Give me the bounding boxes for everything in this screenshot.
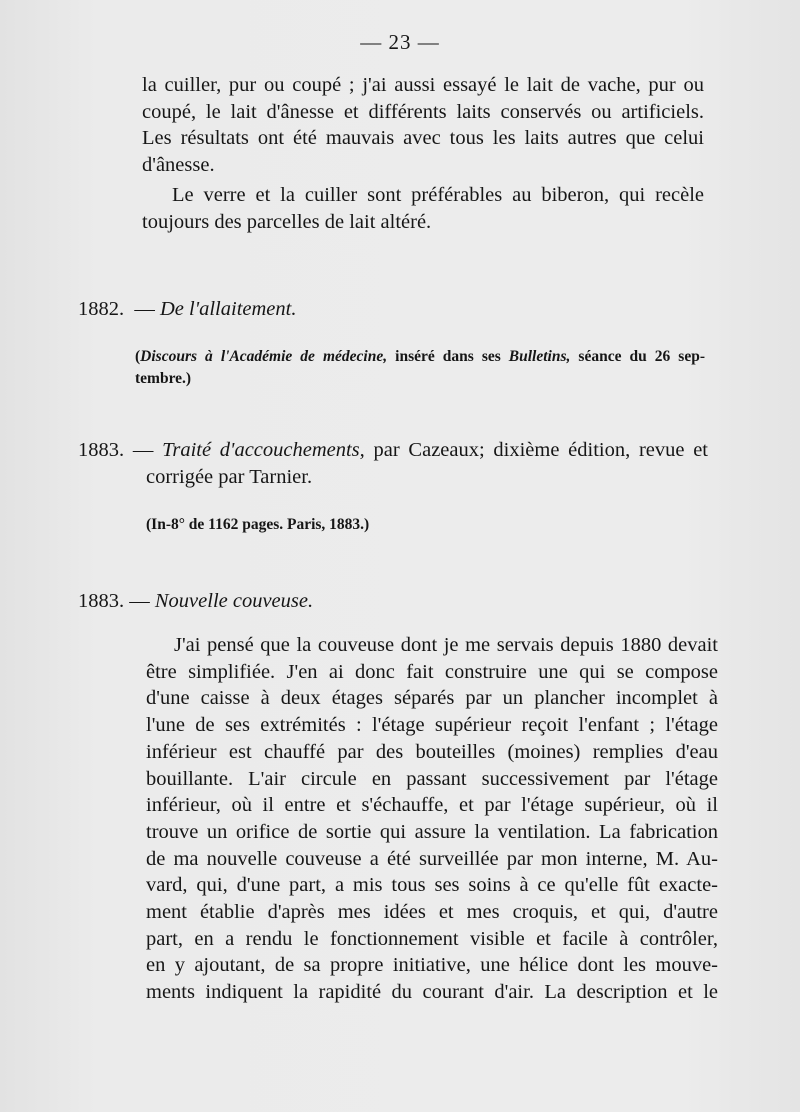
text-line: J'ai pensé que la couveuse dont je me servais depuis 1880 devait (174, 634, 718, 656)
text-line: part, en a rendu le fonctionnement visible et facile à contrôler, (146, 927, 718, 950)
page-number: — 23 — (360, 30, 440, 54)
entry-heading-1883-couveuse (78, 590, 313, 613)
entry-line (78, 437, 708, 464)
text-line: trouve un orifice de sortie qui assure la ventilation. La fabrication (146, 820, 718, 843)
entry-year: 1883. (78, 590, 125, 612)
note-text: (In-8° de 1162 pages. Paris, 1883.) (146, 516, 370, 533)
entry-title: Traité d'accouchements, (162, 439, 365, 461)
note-line: tembre.) (135, 370, 192, 387)
text-line: la cuiller, pur ou coupé ; j'ai aussi essayé le lait de vache, pur ou (142, 74, 704, 96)
text-line: d'une caisse à deux étages séparés par un plancher incomplet à (146, 687, 718, 710)
text-line: bouillante. L'air circule en passant successivement par l'étage (146, 767, 718, 790)
text-line: vard, qui, d'une part, a mis tous ses soins à ce qu'elle fût exacte- (146, 874, 718, 897)
entry-title: Nouvelle couveuse. (154, 590, 314, 612)
intro-paragraph-2 (142, 182, 704, 235)
text-line: d'ânesse. (142, 153, 215, 176)
note-title: Bulletins, (508, 348, 571, 365)
body-paragraph (146, 632, 718, 1006)
entry-title: De l'allaitement. (160, 298, 297, 320)
entry-dash: — (134, 298, 155, 320)
note-text: inséré dans ses (387, 348, 509, 365)
intro-paragraph (142, 72, 704, 178)
entry-dash: — (132, 439, 154, 461)
text-line: en y ajoutant, de sa propre initiative, une hélice dont les mouve- (146, 954, 718, 977)
entry-heading-1883-traite (78, 437, 708, 490)
text-line: coupé, le lait d'ânesse et différents laits conservés ou artificiels. (142, 100, 704, 123)
note-line (135, 346, 705, 368)
text-line: ment établie d'après mes idées et mes croquis, et qui, d'autre (146, 901, 718, 924)
text-line: inférieur est chauffé par des bouteilles (moines) remplies d'eau (146, 740, 718, 763)
entry-text: par Cazeaux; dixième édition, revue et (364, 439, 709, 461)
text-line: de ma nouvelle couveuse a été surveillée par mon interne, M. Au- (146, 847, 718, 870)
entry-heading-1882 (78, 298, 296, 321)
note-title: Discours à l'Académie de médecine, (140, 348, 388, 365)
note-text: séance du 26 sep- (570, 348, 705, 365)
text-line: Les résultats ont été mauvais avec tous les laits autres que celui (142, 127, 704, 149)
entry-note-1882 (135, 346, 705, 390)
text-line: Le verre et la cuiller sont préférables au biberon, qui recèle (172, 184, 704, 206)
text-line: ments indiquent la rapidité du courant d'air. La description et le (146, 981, 718, 1004)
text-line: l'une de ses extrémités : l'étage supérieur reçoit l'enfant ; l'étage (146, 714, 718, 737)
entry-note-1883-traite (146, 514, 369, 536)
entry-year: 1883. (78, 439, 125, 461)
text-line: être simplifiée. J'en ai donc fait construire une qui se compose (146, 660, 718, 683)
entry-line: corrigée par Tarnier. (146, 465, 313, 488)
entry-dash: — (129, 590, 150, 612)
note-open: ( (135, 348, 141, 365)
entry-year: 1882. (78, 298, 125, 320)
text-line: toujours des parcelles de lait altéré. (142, 210, 432, 233)
text-line: inférieur, où il entre et s'échauffe, et par l'étage supérieur, où il (146, 794, 718, 817)
